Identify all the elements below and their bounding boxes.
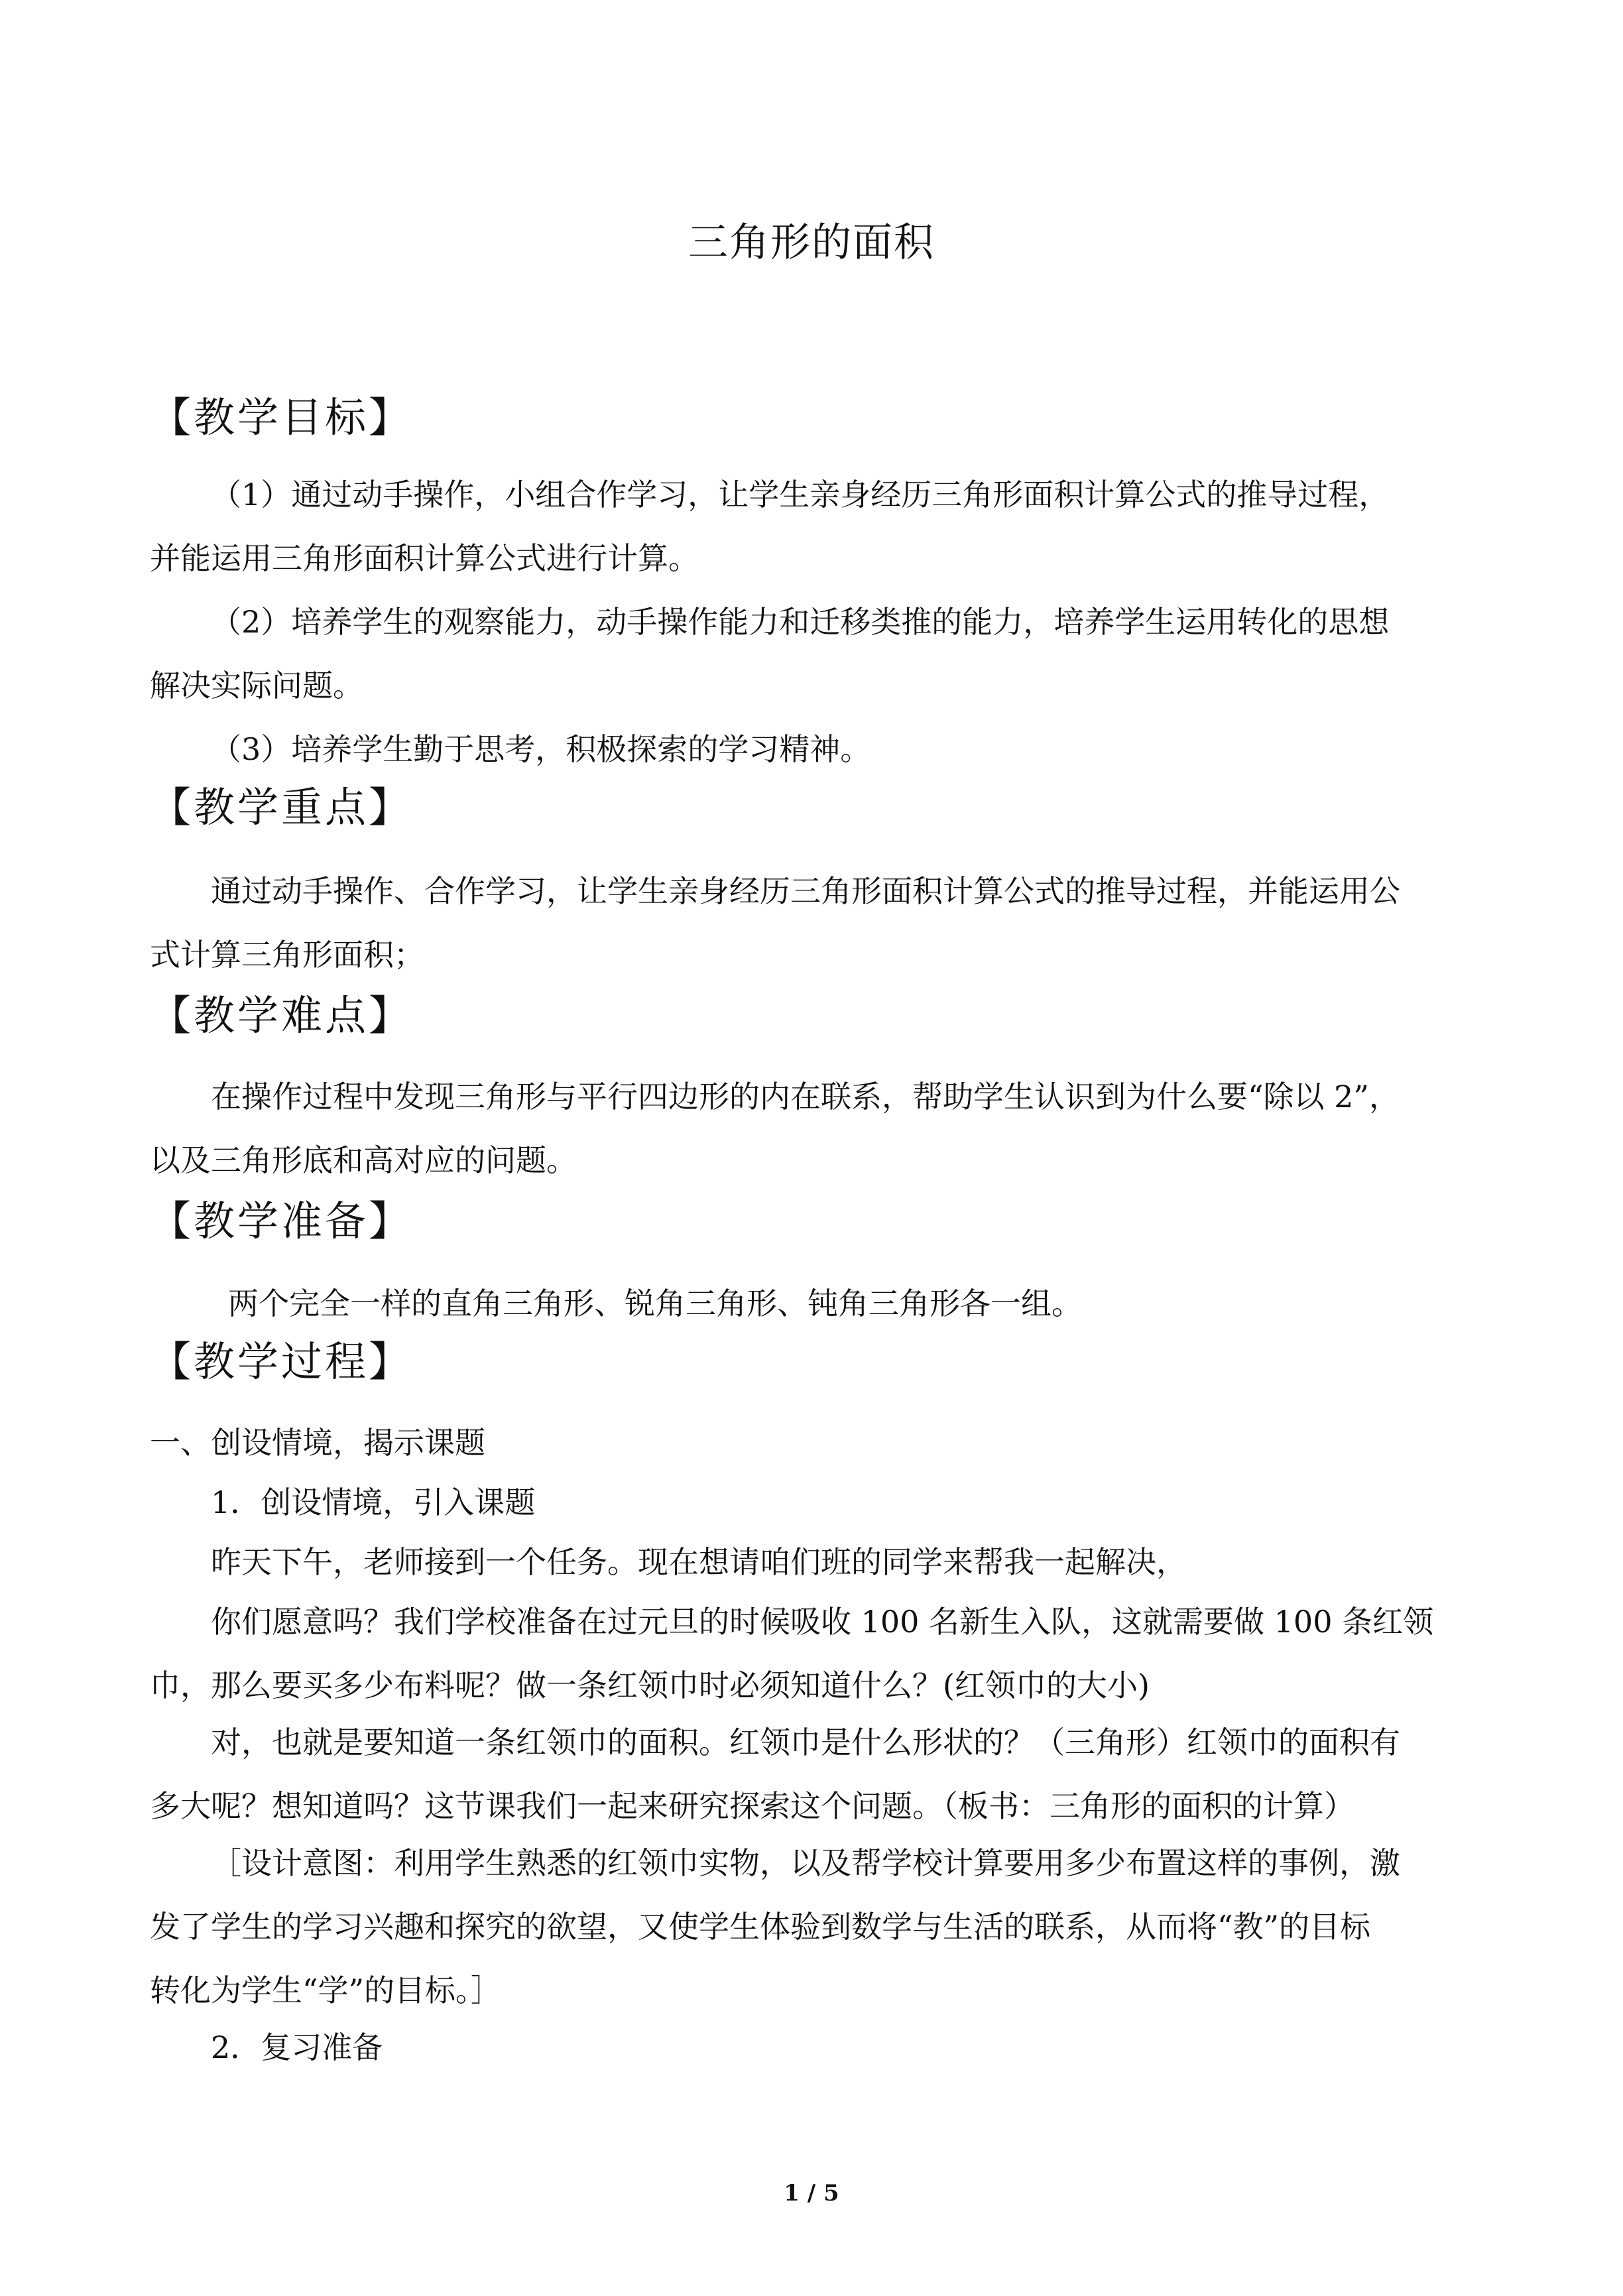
page-number: 1 / 5: [784, 2180, 839, 2206]
process-paragraph: [150, 1590, 1473, 1717]
text-line: 发了学生的学习兴趣和探究的欲望，又使学生体验到数学与生活的联系，从而将“教”的目标: [150, 1909, 1371, 1945]
text-line: 转化为学生“学”的目标。］: [150, 1972, 502, 2008]
goals-paragraph-1: [150, 463, 1473, 590]
heading-prep: 【教学准备】: [150, 1197, 413, 1245]
heading-difficulty: 【教学难点】: [150, 991, 413, 1040]
page-title: 三角形的面积: [688, 219, 935, 266]
goals-paragraph-3: （3）培养学生勤于思考，积极探索的学习精神。: [211, 731, 871, 767]
text-line: 通过动手操作、合作学习，让学生亲身经历三角形面积计算公式的推导过程，并能运用公: [211, 873, 1400, 909]
heading-key: 【教学重点】: [150, 783, 413, 831]
heading-goals: 【教学目标】: [150, 393, 413, 442]
difficulty-paragraph: [150, 1065, 1473, 1192]
process-step-1: 1．创设情境，引入课题: [211, 1484, 536, 1520]
goals-paragraph-2: [150, 590, 1473, 717]
text-line: 并能运用三角形面积计算公式进行计算。: [150, 540, 699, 576]
text-line: 巾，那么要买多少布料呢？做一条红领巾时必须知道什么？(红领巾的大小): [150, 1667, 1150, 1703]
text-line: 式计算三角形面积；: [150, 937, 424, 973]
process-part-1: 一、创设情境，揭示课题: [150, 1425, 485, 1461]
process-line: 昨天下午，老师接到一个任务。现在想请咱们班的同学来帮我一起解决，: [211, 1544, 1187, 1580]
text-line: 多大呢？想知道吗？这节课我们一起来研究探索这个问题。（板书：三角形的面积的计算）: [150, 1788, 1354, 1824]
text-line: 对，也就是要知道一条红领巾的面积。红领巾是什么形状的？（三角形）红领巾的面积有: [211, 1724, 1400, 1760]
key-paragraph: [150, 859, 1473, 987]
process-step-2: 2．复习准备: [211, 2029, 383, 2065]
heading-process: 【教学过程】: [150, 1337, 413, 1386]
text-line: （1）通过动手操作，小组合作学习，让学生亲身经历三角形面积计算公式的推导过程，: [211, 477, 1390, 513]
text-line: （2）培养学生的观察能力，动手操作能力和迁移类推的能力，培养学生运用转化的思想: [211, 604, 1390, 640]
text-line: 以及三角形底和高对应的问题。: [150, 1142, 577, 1178]
text-line: ［设计意图：利用学生熟悉的红领巾实物，以及帮学校计算要用多少布置这样的事例，激: [211, 1845, 1400, 1881]
text-line: 解决实际问题。: [150, 668, 363, 703]
process-paragraph: [150, 1711, 1473, 1838]
text-line: 你们愿意吗？我们学校准备在过元旦的时候吸收 100 名新生入队，这就需要做 100 条红领: [211, 1604, 1434, 1640]
design-intent-paragraph: [150, 1831, 1473, 2022]
prep-paragraph: 两个完全一样的直角三角形、锐角三角形、钝角三角形各一组。: [228, 1286, 1082, 1321]
text-line: 在操作过程中发现三角形与平行四边形的内在联系，帮助学生认识到为什么要“除以 2”，: [211, 1079, 1400, 1115]
